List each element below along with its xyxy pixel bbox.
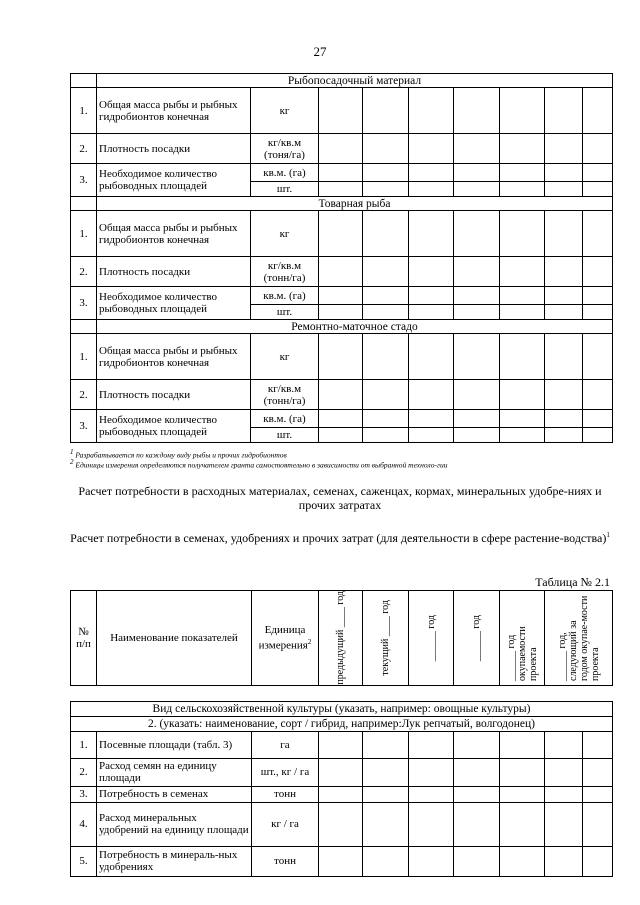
value-cell[interactable] [454, 802, 500, 846]
value-cell[interactable] [363, 380, 409, 410]
row-name: Плотность посадки [97, 134, 251, 164]
row-num: 1. [71, 211, 97, 257]
row-unit: шт. [251, 428, 319, 443]
row-num: 1. [71, 88, 97, 134]
table-row [71, 758, 613, 786]
row-num: 3. [71, 410, 97, 443]
row-name: Необходимое количество рыбоводных площадей [97, 287, 251, 320]
row-unit: кв.м. (га) [251, 164, 319, 182]
value-cell[interactable] [500, 211, 545, 257]
value-cell[interactable] [363, 334, 409, 380]
value-cell[interactable] [319, 257, 363, 287]
value-cell[interactable] [583, 802, 613, 846]
table-row [71, 380, 613, 410]
value-cell[interactable] [363, 134, 409, 164]
value-cell[interactable] [545, 211, 583, 257]
row-unit: кг [251, 211, 319, 257]
row-name: Необходимое количество рыбоводных площадей [97, 410, 251, 443]
value-cell[interactable] [500, 305, 545, 320]
header-year-previous: предыдущий ____ год [319, 591, 363, 686]
value-cell[interactable] [545, 758, 583, 786]
value-cell[interactable] [500, 334, 545, 380]
row-num: 1. [71, 731, 97, 758]
value-cell[interactable] [409, 380, 454, 410]
footnote-1: $^1$ Разрабатывается по каждому виду рыбы и прочих гидробионтов [70, 448, 287, 460]
value-cell[interactable] [545, 334, 583, 380]
header-year-after-payback: ______ год, следующий за годом окупае-мости проекта [545, 591, 613, 686]
value-cell[interactable] [583, 287, 613, 305]
value-cell[interactable] [500, 134, 545, 164]
value-cell[interactable] [500, 786, 545, 802]
table-row [71, 134, 613, 164]
table-row [71, 287, 613, 305]
row-num: 3. [71, 287, 97, 320]
value-cell[interactable] [409, 428, 454, 443]
value-cell[interactable] [583, 164, 613, 182]
value-cell[interactable] [454, 257, 500, 287]
header-year-payback: ______ год окупаемости проекта [500, 591, 545, 686]
value-cell[interactable] [454, 211, 500, 257]
value-cell[interactable] [409, 88, 454, 134]
crop-type-row: Вид сельскохозяйственной культуры (указать, например: овощные культуры) [71, 701, 613, 716]
value-cell[interactable] [454, 164, 500, 182]
value-cell[interactable] [545, 731, 583, 758]
value-cell[interactable] [409, 164, 454, 182]
value-cell[interactable] [319, 182, 363, 197]
value-cell[interactable] [500, 846, 545, 876]
row-unit: га [252, 731, 319, 758]
value-cell[interactable] [545, 305, 583, 320]
value-cell[interactable] [409, 182, 454, 197]
value-cell[interactable] [583, 211, 613, 257]
value-cell[interactable] [583, 305, 613, 320]
value-cell[interactable] [319, 211, 363, 257]
value-cell[interactable] [409, 731, 454, 758]
row-name: Посевные площади (табл. 3) [97, 731, 252, 758]
value-cell[interactable] [319, 802, 363, 846]
row-unit: шт., кг / га [252, 758, 319, 786]
value-cell[interactable] [454, 380, 500, 410]
row-unit: кг [251, 88, 319, 134]
row-unit: кг / га [252, 802, 319, 846]
value-cell[interactable] [500, 164, 545, 182]
value-cell[interactable] [409, 211, 454, 257]
value-cell[interactable] [454, 287, 500, 305]
value-cell[interactable] [583, 134, 613, 164]
value-cell[interactable] [363, 257, 409, 287]
value-cell[interactable] [583, 428, 613, 443]
value-cell[interactable] [500, 410, 545, 428]
value-cell[interactable] [545, 786, 583, 802]
value-cell[interactable] [454, 731, 500, 758]
row-unit: кг [251, 334, 319, 380]
value-cell[interactable] [319, 786, 363, 802]
row-name: Расход минеральных удобрений на единицу площади [97, 802, 252, 846]
value-cell[interactable] [363, 758, 409, 786]
value-cell[interactable] [545, 164, 583, 182]
header-year-4: ______ год [454, 591, 500, 686]
value-cell[interactable] [319, 380, 363, 410]
value-cell[interactable] [363, 731, 409, 758]
section-num-cell [71, 320, 97, 334]
row-name: Потребность в семенах [97, 786, 252, 802]
value-cell[interactable] [409, 846, 454, 876]
table-row [71, 164, 613, 182]
header-name: Наименование показателей [97, 591, 252, 686]
value-cell[interactable] [409, 802, 454, 846]
row-unit: кг/кв.м (тоня/га) [251, 134, 319, 164]
row-num: 1. [71, 334, 97, 380]
header-year-current: текущий ____ год [363, 591, 409, 686]
value-cell[interactable] [500, 257, 545, 287]
value-cell[interactable] [583, 731, 613, 758]
row-unit: кг/кв.м (тонн/га) [251, 257, 319, 287]
header-unit: Единица измерения$^2$ [252, 591, 319, 686]
value-cell[interactable] [409, 257, 454, 287]
value-cell[interactable] [319, 305, 363, 320]
header-year-3: ______ год [409, 591, 454, 686]
value-cell[interactable] [363, 305, 409, 320]
value-cell[interactable] [363, 182, 409, 197]
value-cell[interactable] [319, 134, 363, 164]
value-cell[interactable] [500, 380, 545, 410]
value-cell[interactable] [545, 287, 583, 305]
value-cell[interactable] [454, 88, 500, 134]
table-label: Таблица № 2.1 [535, 575, 610, 589]
row-unit: тонн [252, 786, 319, 802]
value-cell[interactable] [454, 182, 500, 197]
row-name: Общая масса рыбы и рыбных гидробионтов конечная [97, 88, 251, 134]
row-name: Расход семян на единицу площади [97, 758, 252, 786]
table-row [71, 410, 613, 428]
value-cell[interactable] [409, 305, 454, 320]
table-row [71, 334, 613, 380]
value-cell[interactable] [409, 410, 454, 428]
value-cell[interactable] [454, 846, 500, 876]
spacer-row [71, 685, 613, 701]
value-cell[interactable] [454, 334, 500, 380]
value-cell[interactable] [409, 786, 454, 802]
crop-needs-table [70, 590, 613, 877]
value-cell[interactable] [409, 334, 454, 380]
table-row [71, 846, 613, 876]
value-cell[interactable] [500, 88, 545, 134]
value-cell[interactable] [545, 410, 583, 428]
value-cell[interactable] [319, 334, 363, 380]
value-cell[interactable] [583, 334, 613, 380]
value-cell[interactable] [545, 88, 583, 134]
value-cell[interactable] [500, 758, 545, 786]
value-cell[interactable] [583, 786, 613, 802]
section-num-cell [71, 74, 97, 88]
table-header-row [71, 591, 613, 686]
value-cell[interactable] [500, 428, 545, 443]
row-unit: кв.м. (га) [251, 287, 319, 305]
value-cell[interactable] [319, 410, 363, 428]
value-cell[interactable] [454, 786, 500, 802]
value-cell[interactable] [363, 88, 409, 134]
value-cell[interactable] [319, 731, 363, 758]
row-num: 2. [71, 380, 97, 410]
row-unit: тонн [252, 846, 319, 876]
value-cell[interactable] [454, 134, 500, 164]
value-cell[interactable] [583, 846, 613, 876]
row-unit: кг/кв.м (тонн/га) [251, 380, 319, 410]
value-cell[interactable] [319, 846, 363, 876]
page-number: 27 [313, 44, 327, 59]
value-cell[interactable] [363, 802, 409, 846]
value-cell[interactable] [363, 287, 409, 305]
value-cell[interactable] [409, 758, 454, 786]
value-cell[interactable] [500, 182, 545, 197]
value-cell[interactable] [363, 428, 409, 443]
value-cell[interactable] [454, 305, 500, 320]
fish-material-table [70, 73, 613, 443]
value-cell[interactable] [454, 410, 500, 428]
value-cell[interactable] [583, 380, 613, 410]
section-title: Рыбопосадочный материал [97, 74, 613, 88]
value-cell[interactable] [363, 786, 409, 802]
row-name: Необходимое количество рыбоводных площадей [97, 164, 251, 197]
row-name: Общая масса рыбы и рыбных гидробионтов конечная [97, 211, 251, 257]
value-cell[interactable] [583, 182, 613, 197]
value-cell[interactable] [319, 287, 363, 305]
row-num: 3. [71, 164, 97, 197]
value-cell[interactable] [363, 410, 409, 428]
section-num-cell [71, 197, 97, 211]
table-row [71, 88, 613, 134]
value-cell[interactable] [363, 211, 409, 257]
value-cell[interactable] [583, 410, 613, 428]
table-row [71, 802, 613, 846]
value-cell[interactable] [363, 846, 409, 876]
section-title: Ремонтно-маточное стадо [97, 320, 613, 334]
value-cell[interactable] [545, 134, 583, 164]
table-row [71, 786, 613, 802]
value-cell[interactable] [545, 802, 583, 846]
value-cell[interactable] [583, 88, 613, 134]
value-cell[interactable] [545, 380, 583, 410]
value-cell[interactable] [319, 88, 363, 134]
value-cell[interactable] [319, 428, 363, 443]
row-name: Плотность посадки [97, 257, 251, 287]
value-cell[interactable] [545, 846, 583, 876]
row-num: 2. [71, 257, 97, 287]
row-unit: шт. [251, 182, 319, 197]
value-cell[interactable] [545, 428, 583, 443]
heading-consumables: Расчет потребности в расходных материалах, семенах, саженцах, кормах, минеральных удобре-ниях и прочих затратах [78, 484, 602, 512]
value-cell[interactable] [500, 802, 545, 846]
header-num: № п/п [71, 591, 97, 686]
row-num: 2. [71, 758, 97, 786]
value-cell[interactable] [454, 758, 500, 786]
value-cell[interactable] [363, 164, 409, 182]
value-cell[interactable] [319, 758, 363, 786]
table-row [71, 257, 613, 287]
value-cell[interactable] [409, 134, 454, 164]
table-row [71, 731, 613, 758]
row-name: Общая масса рыбы и рыбных гидробионтов конечная [97, 334, 251, 380]
value-cell[interactable] [500, 287, 545, 305]
footnote-2: $^2$ Единицы измерения определяются получателем гранта самостоятельно в зависимости от выбранной техноло-гии [70, 458, 448, 470]
row-num: 3. [71, 786, 97, 802]
row-num: 5. [71, 846, 97, 876]
table-row [71, 211, 613, 257]
section-title: Товарная рыба [97, 197, 613, 211]
row-unit: шт. [251, 305, 319, 320]
value-cell[interactable] [409, 287, 454, 305]
heading-seeds-fertilizers: Расчет потребности в семенах, удобрениях и прочих затрат (для деятельности в сфере растение-водства)$^1$ [70, 531, 610, 545]
row-num: 4. [71, 802, 97, 846]
value-cell[interactable] [545, 257, 583, 287]
value-cell[interactable] [583, 758, 613, 786]
value-cell[interactable] [319, 164, 363, 182]
row-name: Плотность посадки [97, 380, 251, 410]
value-cell[interactable] [583, 257, 613, 287]
value-cell[interactable] [454, 428, 500, 443]
crop-variety-row: 2. (указать: наименование, сорт / гибрид, например:Лук репчатый, волгодонец) [71, 716, 613, 731]
value-cell[interactable] [500, 731, 545, 758]
row-unit: кв.м. (га) [251, 410, 319, 428]
row-name: Потребность в минераль-ных удобрениях [97, 846, 252, 876]
value-cell[interactable] [545, 182, 583, 197]
row-num: 2. [71, 134, 97, 164]
